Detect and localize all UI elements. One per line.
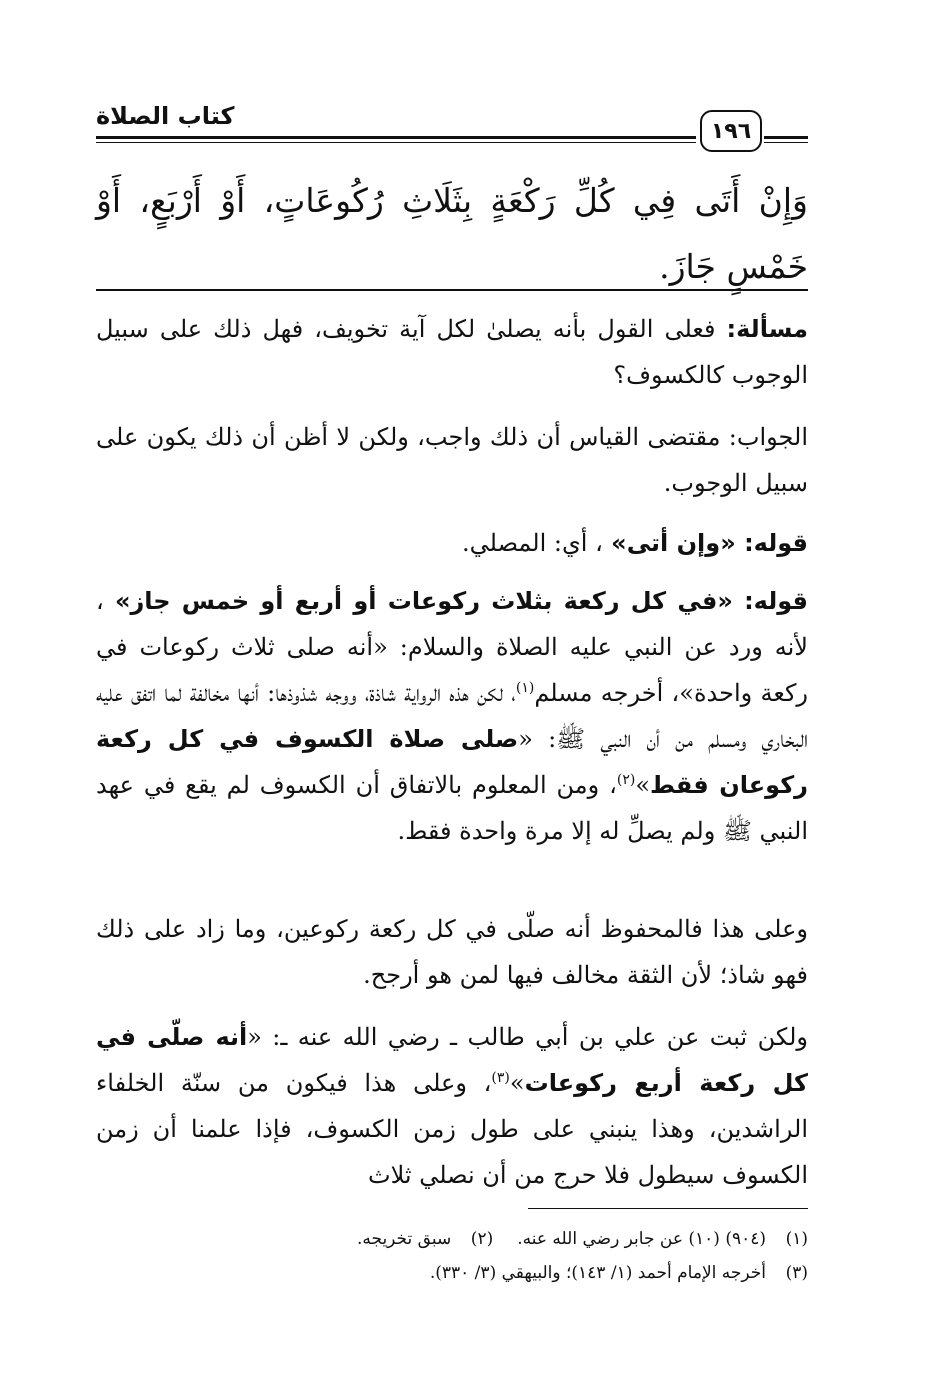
- body-text: ولكن ثبت عن علي بن أبي طالب ـ رضي الله عنه ـ: «: [247, 1023, 808, 1051]
- commentary-text: ، ومن المعلوم بالاتفاق أن الكسوف لم يقع في عهد النبي ﷺ ولم يصلِّ له إلا مرة واحدة فقط.: [96, 771, 808, 845]
- footnote-number: (٣): [785, 1263, 808, 1283]
- commentary-text: ، أي: المصلي.: [462, 529, 603, 557]
- footnotes: [300, 1222, 808, 1290]
- body-paragraph-2: [96, 1014, 808, 1198]
- commentary-lead: قوله:: [744, 529, 808, 557]
- commentary-paragraph-2: [96, 578, 808, 854]
- commentary-paragraph-1: [96, 520, 808, 566]
- footnote-ref: (٢): [616, 772, 636, 788]
- athar-quote: أنه صلّى في كل ركعة أربع ركوعات: [96, 1023, 808, 1097]
- matn-divider: [96, 289, 808, 291]
- footnote-line-2: [300, 1256, 808, 1290]
- header-rule: [96, 136, 696, 139]
- footnote-text: (٩٠٤) (١٠) عن جابر رضي الله عنه.: [517, 1229, 766, 1249]
- hadith-quote: صلى صلاة الكسوف في كل ركعة ركوعان فقط: [96, 725, 808, 799]
- footnote-text: أخرجه الإمام أحمد (١/ ١٤٣)؛ والبيهقي (٣/ ٣٣٠).: [429, 1263, 766, 1283]
- footnote-ref: (٣): [491, 1070, 510, 1086]
- commentary-text: »: [635, 771, 650, 799]
- body-paragraph-1: وعلى هذا فالمحفوظ أنه صلّى في كل ركعة ركوعين، وما زاد على ذلك فهو شاذ؛ لأن الثقة مخالف فيها لمن هو أرجح.: [96, 915, 808, 989]
- matn-text: وَإِنْ أَتَى فِي كُلِّ رَكْعَةٍ بِثَلَاثِ رُكُوعَاتٍ، أَوْ أَرْبَعٍ، أَوْ خَمْسٍ جَازَ.: [96, 181, 808, 286]
- question-lead: مسألة:: [726, 315, 808, 343]
- footnote-divider: [528, 1208, 808, 1209]
- footnote-text: سبق تخريجه.: [356, 1229, 452, 1249]
- answer-paragraph: الجواب: مقتضى القياس أن ذلك واجب، ولكن لا أظن أن ذلك يكون على سبيل الوجوب.: [96, 423, 808, 497]
- question-text: فعلى القول بأنه يصلىٰ لكل آية تخويف، فهل ذلك على سبيل الوجوب كالكسوف؟: [96, 315, 808, 389]
- footnote-ref: (١): [515, 680, 535, 696]
- commentary-text: ، لكن هذه الرواية شاذة، ووجه شذوذها: أنها مخالفة لما اتفق عليه البخاري ومسلم من أن النبي ﷺ: «: [96, 679, 809, 753]
- question-paragraph: [96, 306, 808, 398]
- book-title: كتاب الصلاة: [96, 102, 235, 130]
- header-rule-thin: [96, 142, 696, 143]
- body-text: ، وعلى هذا فيكون من سنّة الخلفاء الراشدين، وهذا ينبني على طول زمن الكسوف، فإذا علمنا أن زمن الكسوف سيطول فلا حرج من أن نصلي ثلاث: [96, 1069, 808, 1189]
- page-header: [96, 100, 808, 156]
- body-text: »: [509, 1069, 525, 1097]
- header-rule-right: [764, 136, 808, 139]
- footnote-number: (١): [785, 1229, 808, 1249]
- page-number: ١٩٦: [700, 110, 762, 152]
- commentary-quote: «في كل ركعة بثلاث ركوعات أو أربع أو خمس جاز»: [103, 587, 745, 615]
- header-rule-right-thin: [764, 142, 808, 143]
- footnote-line-1: [300, 1222, 808, 1256]
- footnote-number: (٢): [470, 1229, 494, 1249]
- commentary-quote: «وإن أتى»: [602, 529, 745, 557]
- commentary-lead: قوله:: [744, 587, 808, 615]
- commentary-text: ، لأنه ورد عن النبي عليه الصلاة والسلام: «أنه صلى ثلاث ركوعات في ركعة واحدة»، أخرجه مسلم: [96, 587, 808, 707]
